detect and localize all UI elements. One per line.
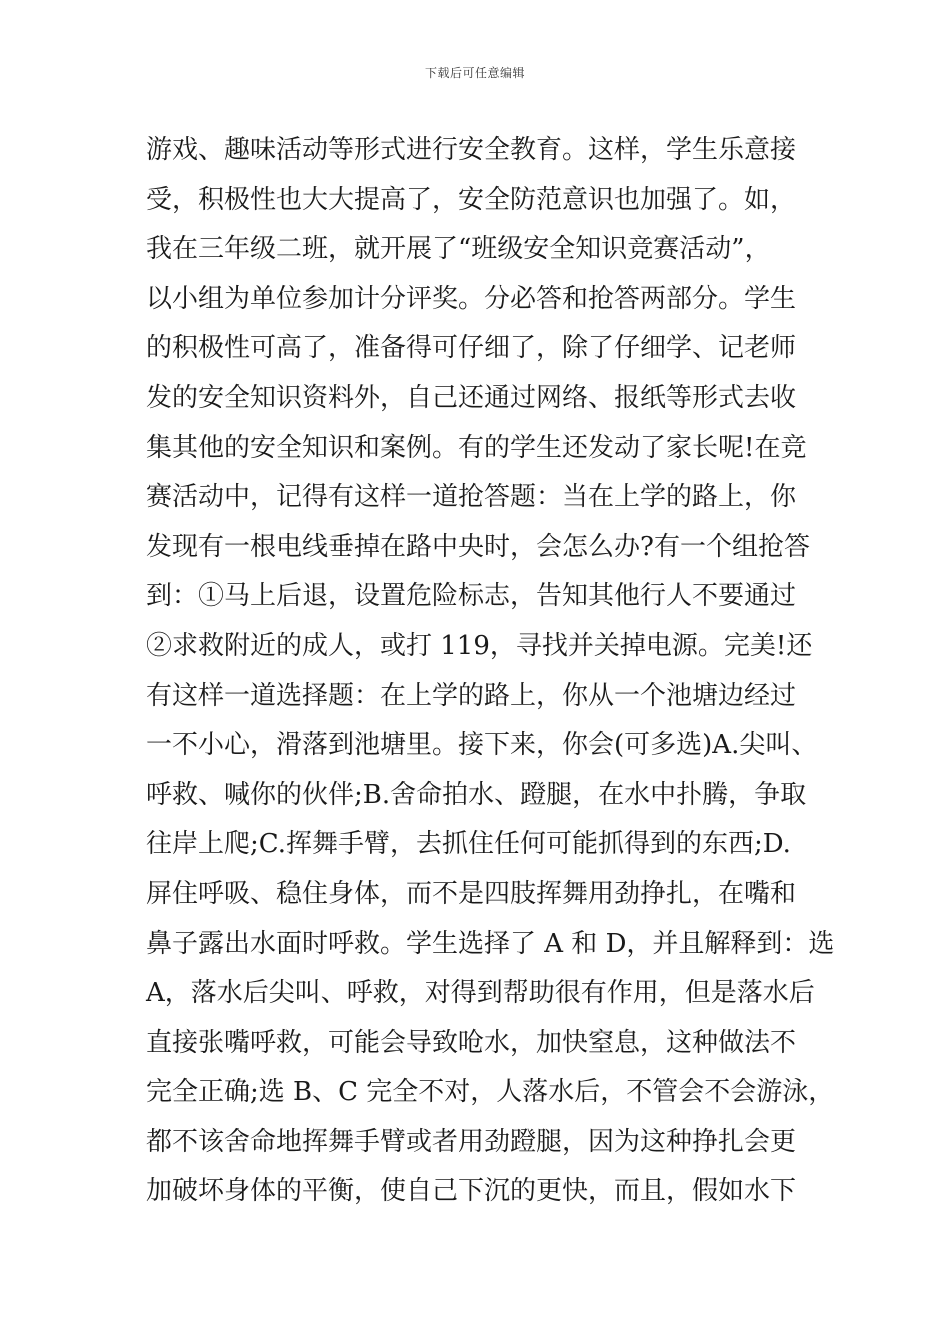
text-line: 的积极性可高了，准备得可仔细了，除了仔细学、记老师 xyxy=(146,333,797,364)
text-line: 直接张嘴呼救，可能会导致呛水，加快窒息，这种做法不 xyxy=(146,1027,797,1058)
text-line: 以小组为单位参加计分评奖。分必答和抢答两部分。学生 xyxy=(146,283,797,314)
text-line: 屏住呼吸、稳住身体，而不是四肢挥舞用劲挣扎，在嘴和 xyxy=(146,878,797,909)
text-line: 鼻子露出水面时呼救。学生选择了 A 和 D，并且解释到：选 xyxy=(146,928,835,959)
text-line: 发现有一根电线垂掉在路中央时，会怎么办?有一个组抢答 xyxy=(146,531,810,562)
text-line: 到：①马上后退，设置危险标志，告知其他行人不要通过 xyxy=(146,581,797,612)
header-note: 下载后可任意编辑 xyxy=(424,66,525,80)
text-line: 往岸上爬;C.挥舞手臂，去抓住任何可能抓得到的东西;D. xyxy=(146,829,791,860)
text-line: 赛活动中，记得有这样一道抢答题：当在上学的路上，你 xyxy=(146,482,797,513)
text-line: 完全正确;选 B、C 完全不对，人落水后，不管会不会游泳， xyxy=(146,1077,835,1108)
text-line: 我在三年级二班，就开展了“班级安全知识竞赛活动”， xyxy=(146,234,771,265)
text-line: 呼救、喊你的伙伴;B.舍命拍水、蹬腿，在水中扑腾，争取 xyxy=(146,779,807,810)
text-line: 发的安全知识资料外，自己还通过网络、报纸等形式去收 xyxy=(146,382,797,413)
text-line: A，落水后尖叫、呼救，对得到帮助很有作用，但是落水后 xyxy=(146,978,815,1009)
text-line: ②求救附近的成人，或打 119，寻找并关掉电源。完美!还 xyxy=(146,630,813,661)
text-line: 加破坏身体的平衡，使自己下沉的更快，而且，假如水下 xyxy=(146,1176,797,1207)
text-line: 集其他的安全知识和案例。有的学生还发动了家长呢!在竞 xyxy=(146,432,807,463)
text-line: 游戏、趣味活动等形式进行安全教育。这样，学生乐意接 xyxy=(146,135,797,165)
text-line: 一不小心，滑落到池塘里。接下来，你会(可多选)A.尖叫、 xyxy=(146,730,818,761)
text-line: 有这样一道选择题：在上学的路上，你从一个池塘边经过 xyxy=(146,680,797,711)
text-line: 都不该舍命地挥舞手臂或者用劲蹬腿，因为这种挣扎会更 xyxy=(146,1126,797,1157)
body-text xyxy=(146,126,866,1217)
text-line: 受，积极性也大大提高了，安全防范意识也加强了。如， xyxy=(146,184,797,215)
